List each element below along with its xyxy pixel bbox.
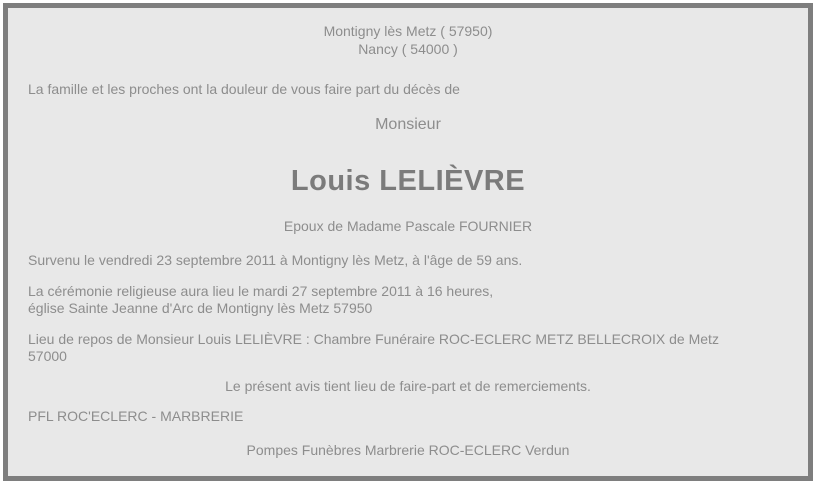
footer-funeral-services: Pompes Funèbres Marbrerie ROC-ECLERC Verdun — [246, 442, 570, 458]
ceremony-line-2: église Sainte Jeanne d'Arc de Montigny lès Metz 57950 — [28, 300, 373, 316]
repose-line-1: Lieu de repos de Monsieur Louis LELIÈVRE : Chambre Funéraire ROC-ECLERC METZ BELLECROIX de Metz — [28, 331, 719, 347]
location-line-1: Montigny lès Metz ( 57950) — [323, 23, 493, 39]
intro-text: La famille et les proches ont la douleur de vous faire part du décès de — [28, 81, 460, 97]
spouse-line: Epoux de Madame Pascale FOURNIER — [283, 218, 533, 234]
ceremony-line-1: La cérémonie religieuse aura lieu le mardi 27 septembre 2011 à 16 heures, — [28, 283, 494, 299]
civility-title: Monsieur — [375, 116, 441, 133]
repose-details — [28, 331, 788, 365]
funeral-home-name: PFL ROC'ECLERC - MARBRERIE — [28, 408, 244, 424]
location-line-2: Nancy ( 54000 ) — [358, 41, 458, 57]
repose-line-2: 57000 — [28, 348, 67, 364]
ceremony-details — [28, 283, 788, 317]
farewell-note: Le présent avis tient lieu de faire-part et de remerciements. — [225, 378, 591, 394]
deceased-name: Louis LELIÈVRE — [290, 165, 526, 197]
locations — [28, 22, 788, 58]
death-announcement: Survenu le vendredi 23 septembre 2011 à Montigny lès Metz, à l'âge de 59 ans. — [28, 252, 523, 268]
obituary-notice-panel — [3, 3, 813, 481]
